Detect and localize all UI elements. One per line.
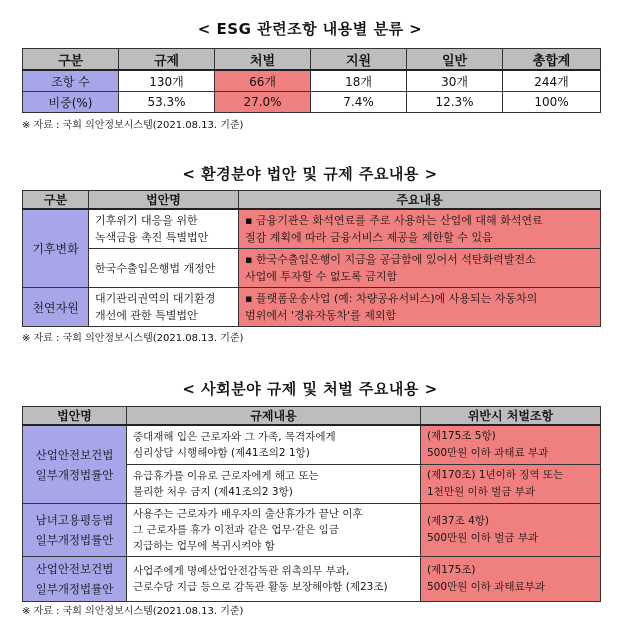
content-cell: [239, 288, 601, 327]
environment-law-table: [22, 190, 601, 327]
penalty-line: (제175조 5항): [427, 430, 496, 442]
table-cell: 100%: [503, 92, 601, 113]
law-name-line: 기후위기 대응을 위한: [95, 214, 198, 227]
category-cell: 천연자원: [23, 288, 89, 327]
penalty-line: 500만원 이하 과태료 부과: [427, 447, 549, 459]
law-name-line: 일부개정법률안: [35, 533, 114, 547]
table-cell: 53.3%: [119, 92, 215, 113]
category-cell: 기후변화: [23, 209, 89, 288]
regulation-line: 불리한 처우 금지 (제41조의2 3항): [133, 486, 293, 498]
penalty-line: 500만원 이하 과태료부과: [427, 581, 546, 593]
penalty-cell: [421, 425, 601, 465]
table3-title: < 사회분야 규제 및 처벌 주요내용 >: [182, 380, 438, 398]
penalty-line: (제37조 4항): [427, 515, 490, 527]
header-cell: 규제: [119, 49, 215, 71]
law-name-cell: [23, 557, 127, 602]
header-cell: 구분: [23, 191, 89, 210]
law-name-line: 녹색금융 촉진 특별법안: [95, 231, 209, 244]
content-line: ▪ 한국수출입은행이 지금을 공급함에 있어서 석탄화력발전소: [245, 253, 536, 266]
penalty-line: (제175조): [427, 564, 476, 576]
table-cell: 130개: [119, 70, 215, 92]
regulation-line: 유급휴가를 이유로 근로자에게 해고 또는: [133, 470, 319, 482]
penalty-cell: [421, 465, 601, 504]
row-label: 조항 수: [23, 70, 119, 92]
regulation-line: 심리상담 시행해야함 (제41조의2 1항): [133, 447, 310, 459]
table-cell: 18개: [311, 70, 407, 92]
header-cell: 지원: [311, 49, 407, 71]
content-line: ▪ 금융기관은 화석연료를 주로 사용하는 산업에 대해 화석연료: [245, 214, 543, 227]
law-name-line: 한국수출입은행법 개정안: [95, 261, 216, 275]
penalty-line: (제170조) 1년이하 징역 또는: [427, 469, 564, 481]
regulation-line: 근로수당 지급 등으로 감독관 활동 보장해야함 (제23조): [133, 581, 388, 593]
table-cell: 244개: [503, 70, 601, 92]
header-cell: 규제내용: [127, 407, 421, 426]
social-law-table: [22, 406, 601, 602]
regulation-line: 그 근로자를 휴가 이전과 같은 업무·같은 임금: [133, 524, 339, 536]
penalty-line: 1천만원 이하 벌금 부과: [427, 486, 535, 498]
regulation-line: 중대재해 입은 근로자와 그 가족, 목격자에게: [133, 431, 336, 443]
source-note: ※ 자료 : 국회 의안정보시스템(2021.08.13. 기준): [22, 333, 244, 344]
table-row: [23, 209, 601, 249]
header-cell: 주요내용: [239, 191, 601, 210]
header-cell: 구분: [23, 49, 119, 71]
law-name-cell: [23, 425, 127, 504]
table-cell: 27.0%: [215, 92, 311, 113]
header-cell: 위반시 처벌조항: [421, 407, 601, 426]
content-cell: [239, 249, 601, 288]
table-cell: 7.4%: [311, 92, 407, 113]
table-header-row: [23, 49, 601, 71]
regulation-line: 사업주에게 명예산업안전감독관 위촉의무 부과,: [133, 565, 350, 577]
table-cell: 66개: [215, 70, 311, 92]
regulation-cell: [127, 504, 421, 557]
law-name-cell: [89, 209, 239, 249]
header-cell: 법안명: [23, 407, 127, 426]
header-cell: 총합계: [503, 49, 601, 71]
regulation-cell: [127, 425, 421, 465]
table-cell: 30개: [407, 70, 503, 92]
source-note: ※ 자료 : 국회 의안정보시스템(2021.08.13. 기준): [22, 120, 244, 131]
law-name-cell: [89, 288, 239, 327]
table-header-row: [23, 407, 601, 426]
law-name-line: 일부개정법률안: [35, 582, 114, 596]
esg-classification-table: [22, 48, 601, 113]
law-name-line: 대기관리권역의 대기환경: [95, 292, 216, 305]
table-row: [23, 557, 601, 602]
content-line: ▪ 플랫폼운송사업 (예: 차량공유서비스)에 사용되는 자동차의: [245, 292, 538, 305]
law-name-line: 산업안전보건법: [35, 562, 114, 576]
table-header-row: [23, 191, 601, 210]
table2-title: < 환경분야 법안 및 규제 주요내용 >: [182, 165, 438, 183]
law-name-cell: [89, 249, 239, 288]
law-name-cell: [23, 504, 127, 557]
table-row: [23, 92, 601, 113]
table-row: [23, 425, 601, 465]
table1-title: < ESG 관련조항 내용별 분류 >: [197, 20, 423, 38]
law-name-line: 산업안전보건법: [35, 447, 114, 462]
content-cell: [239, 209, 601, 249]
header-cell: 일반: [407, 49, 503, 71]
law-name-line: 일부개정법률안: [35, 467, 114, 482]
content-line: 범위에서 '경유자동차'를 제외함: [245, 309, 397, 322]
header-cell: 처벌: [215, 49, 311, 71]
penalty-cell: [421, 557, 601, 602]
row-label: 비중(%): [23, 92, 119, 113]
content-line: 사업에 투자할 수 없도록 금지함: [245, 270, 398, 283]
penalty-line: 500만원 이하 벌금 부과: [427, 532, 539, 544]
regulation-line: 지급하는 업무에 복귀시켜야 함: [133, 540, 275, 552]
regulation-line: 사용주는 근로자가 배우자의 출산휴가가 끝난 이후: [133, 508, 363, 520]
regulation-cell: [127, 465, 421, 504]
law-name-line: 남녀고용평등법: [35, 513, 114, 527]
table-cell: 12.3%: [407, 92, 503, 113]
table-row: [23, 288, 601, 327]
regulation-cell: [127, 557, 421, 602]
source-note: ※ 자료 : 국회 의안정보시스템(2021.08.13. 기준): [22, 606, 244, 617]
content-line: 절감 계획에 따라 금융서비스 제공을 제한할 수 있음: [245, 231, 493, 244]
table-row: [23, 249, 601, 288]
table-row: [23, 70, 601, 92]
header-cell: 법안명: [89, 191, 239, 210]
table-row: [23, 504, 601, 557]
law-name-line: 개선에 관한 특별법안: [95, 309, 198, 322]
penalty-cell: [421, 504, 601, 557]
